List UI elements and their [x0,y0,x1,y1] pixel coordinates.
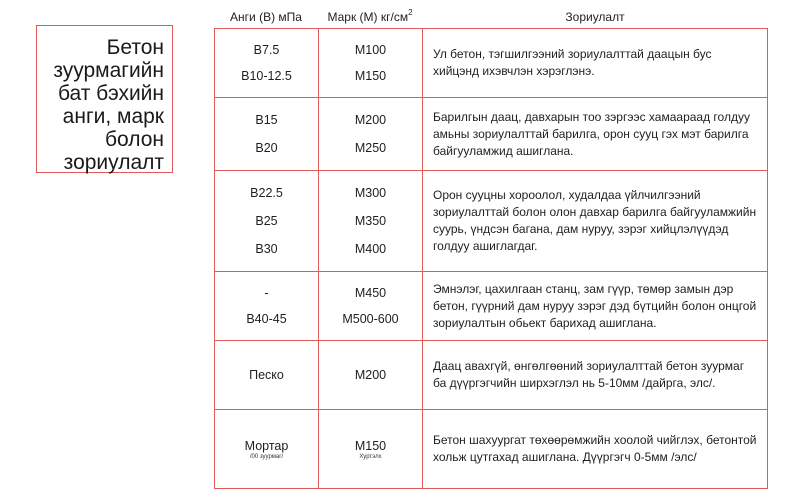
mark-cell [319,29,423,97]
class-cell [215,410,319,488]
purpose-cell [423,341,768,409]
purpose-text: Эмнэлэг, цахилгаан станц, зам гүүр, төмөр замын дэр бетон, гүүрний дам нуруу зэрэг дэд бүтцийн болон онцгой зориулалтын обьект барихад ашиглана. [433,281,757,330]
table-row [215,410,768,489]
header-mark-text: Марк (М) кг/см [327,10,409,24]
class-value: Песко [249,368,284,382]
header-class: Анги (В) мПа [230,10,302,24]
mark-value: M500-600 [342,312,399,326]
class-value: B20 [255,141,278,155]
header-purpose: Зориулалт [565,10,625,24]
table-row [215,29,768,98]
class-value: B15 [255,113,278,127]
mark-value: M400 [354,242,387,256]
header-mark-sup: 2 [408,8,413,17]
purpose-cell [423,272,768,340]
mark-stack [355,439,386,460]
mark-cell [319,171,423,271]
table-row [215,171,768,272]
mark-value: M200 [354,113,387,127]
mark-cell [319,98,423,170]
class-value: Мортар [244,438,289,453]
header-mark [318,10,422,24]
purpose-text: Бетон шахуургат төхөөрөмжийн хоолой чийглэх, бетонтой хольж цутгахад ашиглана. Дүүргэгч 0-5мм /элс/ [433,433,757,464]
table-row [215,341,768,410]
class-value: B40-45 [246,312,287,326]
purpose-text: Барилгын даац, давхарын тоо зэргээс хамаараад голдуу амьны зориулалттай барилга, орон сууц гэх мэт барилга байгууламжид ашиглана. [433,109,750,158]
class-value: B22.5 [250,186,283,200]
table-row [215,98,768,171]
class-note: /00 зуурмаг/ [249,453,284,460]
page-title: Бетон зуурмагийн бат бэхийн анги, марк болон зориулалт [36,25,173,173]
purpose-cell [423,29,768,97]
mark-value: M200 [354,368,387,382]
class-cell [215,29,319,97]
class-value: B30 [255,242,278,256]
class-value: B7.5 [253,43,280,57]
mark-value: M350 [354,214,387,228]
class-value: B10-12.5 [241,69,292,83]
concrete-table [214,28,768,489]
class-cell [215,98,319,170]
class-stack [245,439,289,460]
purpose-cell [423,98,768,170]
purpose-text: Орон сууцны хороолол, худалдаа үйлчилгээний зориулалттай болон олон давхар барилга байгууламжийн суурь, үндсэн багана, дам нуруу, зэрэг хийцлэлүүдэд голдуу ашиглагдаг. [433,188,757,253]
mark-value: M450 [354,286,387,300]
class-value: B25 [255,214,278,228]
mark-cell [319,341,423,409]
class-cell [215,341,319,409]
class-cell [215,272,319,340]
purpose-cell [423,410,768,488]
purpose-text: Даац авахгүй, өнгөлгөөний зориулалттай бетон зуурмаг ба дүүргэгчийн ширхэглэл нь 5-10мм /дайрга, элс/. [433,359,745,390]
mark-value: M150 [354,69,387,83]
mark-value: M150 [354,438,387,453]
purpose-text: Ул бетон, тэгшилгээний зориулалттай даацын бус хийцэнд ихэвчлэн хэрэглэнэ. [433,47,712,78]
mark-cell [319,410,423,488]
class-cell [215,171,319,271]
mark-cell [319,272,423,340]
mark-value: M100 [354,43,387,57]
mark-note: Хуртэлх [359,453,382,460]
table-row [215,272,768,341]
class-value: - [264,286,269,300]
mark-value: M300 [354,186,387,200]
purpose-cell [423,171,768,271]
mark-value: M250 [354,141,387,155]
